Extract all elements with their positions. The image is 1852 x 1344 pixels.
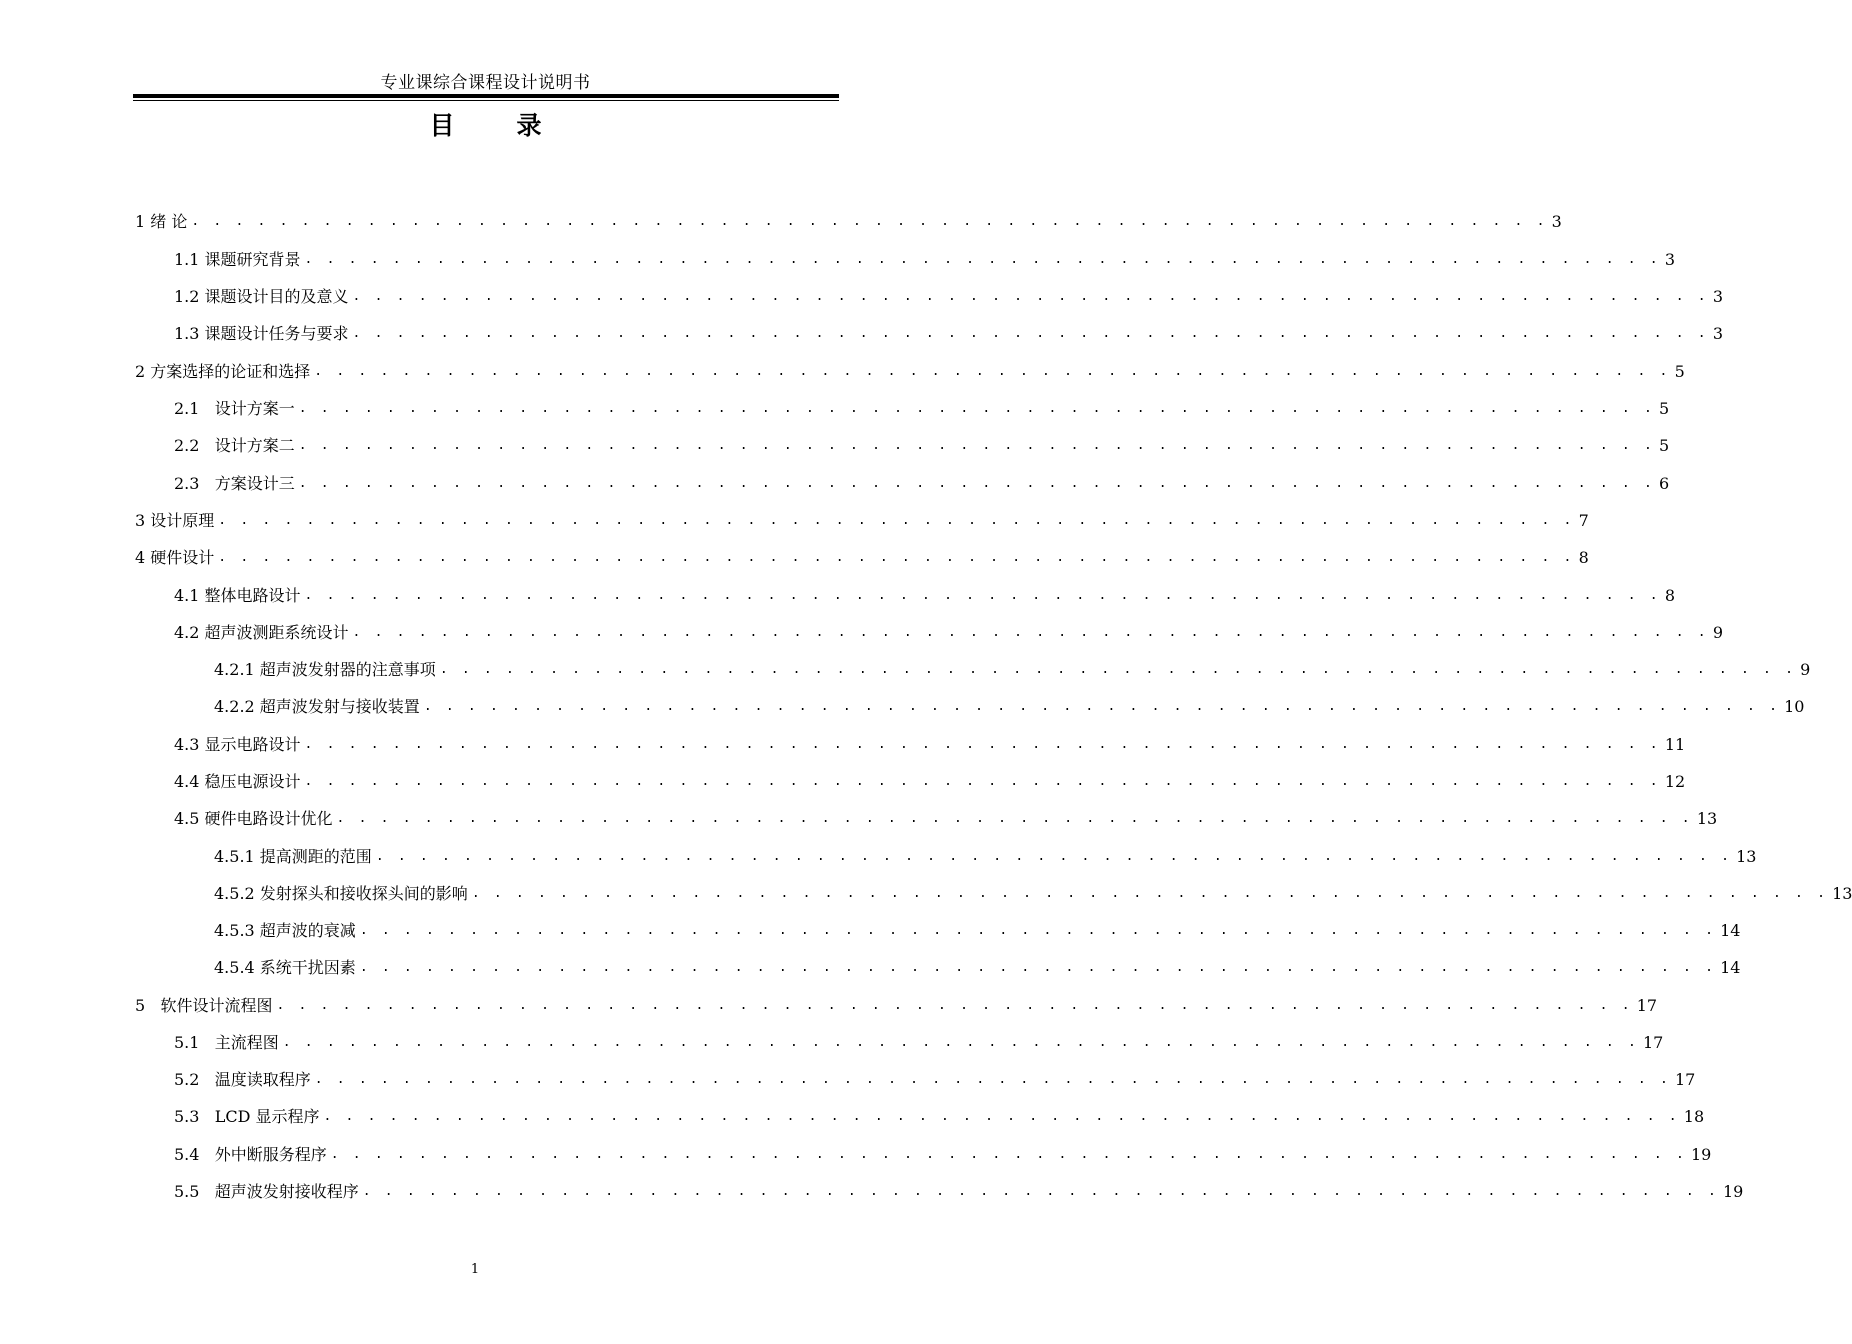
toc-entry[interactable] — [174, 585, 1676, 607]
toc-leader-dots: . . . . . . . . . . . . . . . . . . . . . . . . . . . . . . . . . . . . . . . . . . . . . . . . . . . . . . . . . . . . . . — [359, 960, 1717, 975]
header-rule-thin — [133, 100, 839, 101]
toc-entry-label: 4.5.1 提高测距的范围 — [214, 847, 372, 866]
toc-leader-dots: . . . . . . . . . . . . . . . . . . . . . . . . . . . . . . . . . . . . . . . . . . . . . . . . . . . . . . . . . . . . . . — [362, 1184, 1719, 1199]
toc-entry[interactable] — [174, 1032, 1664, 1054]
toc-entry-label: 4.2.1 超声波发射器的注意事项 — [214, 660, 436, 679]
toc-entry[interactable] — [174, 249, 1676, 271]
toc-leader-dots: . . . . . . . . . . . . . . . . . . . . . . . . . . . . . . . . . . . . . . . . . . . . . . . . . . . . . . . . . . . . . . — [191, 214, 1548, 229]
toc-entry[interactable] — [174, 473, 1670, 495]
toc-entry[interactable] — [174, 622, 1724, 644]
toc-entry-label: 5.3 LCD 显示程序 — [174, 1107, 320, 1126]
toc-leader-dots: . . . . . . . . . . . . . . . . . . . . . . . . . . . . . . . . . . . . . . . . . . . . . . . . . . . . . . . . . . . . . . — [314, 1072, 1671, 1087]
toc-leader-dots: . . . . . . . . . . . . . . . . . . . . . . . . . . . . . . . . . . . . . . . . . . . . . . . . . . . . . . . . . . . . . . — [323, 1109, 1680, 1124]
toc-entry-label: 5.2 温度读取程序 — [174, 1070, 311, 1089]
toc-leader-dots: . . . . . . . . . . . . . . . . . . . . . . . . . . . . . . . . . . . . . . . . . . . . . . . . . . . . . . . . . . . . . . — [352, 625, 1709, 640]
toc-entry-label: 5 软件设计流程图 — [135, 996, 273, 1015]
toc-leader-dots: . . . . . . . . . . . . . . . . . . . . . . . . . . . . . . . . . . . . . . . . . . . . . . . . . . . . . . . . . . . . . . — [282, 1035, 1639, 1050]
toc-entry[interactable] — [174, 1106, 1705, 1128]
toc-entry-page: 3 — [1664, 250, 1676, 269]
toc-leader-dots: . . . . . . . . . . . . . . . . . . . . . . . . . . . . . . . . . . . . . . . . . . . . . . . . . . . . . . . . . . . . . . — [352, 289, 1709, 304]
toc-entry-label: 1.1 课题研究背景 — [174, 250, 301, 269]
toc-entry-label: 4.5.3 超声波的衰减 — [214, 921, 356, 940]
toc-entry-page: 18 — [1683, 1107, 1705, 1126]
toc-entry-label: 4 硬件设计 — [135, 548, 215, 567]
toc-entry-page: 3 — [1712, 287, 1724, 306]
toc-entry-label: 2.1 设计方案一 — [174, 399, 295, 418]
toc-title — [133, 106, 838, 142]
toc-title-char-1: 目 — [429, 111, 455, 140]
toc-entry-page: 17 — [1675, 1070, 1696, 1089]
toc-title-char-2: 录 — [516, 111, 542, 140]
toc-entry[interactable] — [174, 1144, 1712, 1166]
toc-entry-label: 4.2 超声波测距系统设计 — [174, 623, 349, 642]
toc-entry-page: 5 — [1674, 362, 1685, 381]
toc-entry-page: 6 — [1659, 474, 1670, 493]
toc-entry[interactable] — [174, 435, 1670, 457]
toc-entry-page: 14 — [1720, 921, 1741, 940]
toc-entry-page: 17 — [1643, 1033, 1664, 1052]
toc-leader-dots: . . . . . . . . . . . . . . . . . . . . . . . . . . . . . . . . . . . . . . . . . . . . . . . . . . . . . . . . . . . . . . — [375, 849, 1733, 864]
toc-entry-label: 4.5.2 发射探头和接收探头间的影响 — [214, 884, 468, 903]
toc-entry-label: 5.5 超声波发射接收程序 — [174, 1182, 359, 1201]
toc-entry-label: 3 设计原理 — [135, 511, 215, 530]
toc-entry-page: 9 — [1712, 623, 1724, 642]
toc-entry-page: 8 — [1664, 586, 1676, 605]
toc-entry-label: 5.4 外中断服务程序 — [174, 1145, 327, 1164]
toc-entry[interactable] — [214, 883, 1852, 905]
toc-entry[interactable] — [214, 920, 1741, 942]
toc-leader-dots: . . . . . . . . . . . . . . . . . . . . . . . . . . . . . . . . . . . . . . . . . . . . . . . . . . . . . . . . . . . . . . — [276, 998, 1633, 1013]
toc-entry[interactable] — [174, 323, 1724, 345]
toc-entry[interactable] — [174, 1069, 1696, 1091]
toc-leader-dots: . . . . . . . . . . . . . . . . . . . . . . . . . . . . . . . . . . . . . . . . . . . . . . . . . . . . . . . . . . . . . . — [314, 364, 1671, 379]
toc-entry[interactable] — [174, 398, 1670, 420]
toc-entry[interactable] — [174, 1181, 1744, 1203]
toc-entry-page: 3 — [1712, 324, 1724, 343]
toc-entry-label: 2 方案选择的论证和选择 — [135, 362, 311, 381]
toc-entry[interactable] — [214, 957, 1741, 979]
toc-leader-dots: . . . . . . . . . . . . . . . . . . . . . . . . . . . . . . . . . . . . . . . . . . . . . . . . . . . . . . . . . . . . . . — [218, 550, 1575, 565]
toc-entry-page: 12 — [1664, 772, 1686, 791]
toc-entry[interactable] — [135, 995, 1658, 1017]
toc-entry-label: 1.3 课题设计任务与要求 — [174, 324, 349, 343]
toc-entry-label: 5.1 主流程图 — [174, 1033, 279, 1052]
page-number: 1 — [470, 1262, 480, 1277]
toc-entry-page: 17 — [1636, 996, 1658, 1015]
toc-entry-label: 2.3 方案设计三 — [174, 474, 295, 493]
toc-entry-page: 13 — [1696, 809, 1718, 828]
toc-leader-dots: . . . . . . . . . . . . . . . . . . . . . . . . . . . . . . . . . . . . . . . . . . . . . . . . . . . . . . . . . . . . . . — [298, 438, 1655, 453]
toc-leader-dots: . . . . . . . . . . . . . . . . . . . . . . . . . . . . . . . . . . . . . . . . . . . . . . . . . . . . . . . . . . . . . . — [423, 699, 1781, 714]
toc-entry[interactable] — [174, 808, 1718, 830]
toc-entry[interactable] — [135, 361, 1685, 383]
toc-entry-page: 5 — [1659, 436, 1670, 455]
toc-entry-page: 14 — [1720, 958, 1741, 977]
toc-entry-page: 13 — [1736, 847, 1757, 866]
toc-entry-page: 8 — [1578, 548, 1589, 567]
toc-leader-dots: . . . . . . . . . . . . . . . . . . . . . . . . . . . . . . . . . . . . . . . . . . . . . . . . . . . . . . . . . . . . . . — [471, 886, 1829, 901]
toc-entry-label: 1.2 课题设计目的及意义 — [174, 287, 349, 306]
running-header: 专业课综合课程设计说明书 — [380, 73, 591, 93]
toc-entry-page: 3 — [1551, 212, 1562, 231]
toc-entry-page: 11 — [1664, 735, 1686, 754]
toc-entry-page: 13 — [1832, 884, 1852, 903]
toc-entry[interactable] — [174, 286, 1724, 308]
toc-entry[interactable] — [214, 846, 1757, 868]
toc-leader-dots: . . . . . . . . . . . . . . . . . . . . . . . . . . . . . . . . . . . . . . . . . . . . . . . . . . . . . . . . . . . . . . — [304, 588, 1661, 603]
toc-leader-dots: . . . . . . . . . . . . . . . . . . . . . . . . . . . . . . . . . . . . . . . . . . . . . . . . . . . . . . . . . . . . . . — [218, 513, 1575, 528]
toc-entry-label: 4.5.4 系统干扰因素 — [214, 958, 356, 977]
toc-entry-page: 5 — [1659, 399, 1670, 418]
toc-entry-page: 7 — [1578, 511, 1589, 530]
toc-entry-page: 9 — [1800, 660, 1811, 679]
toc-leader-dots: . . . . . . . . . . . . . . . . . . . . . . . . . . . . . . . . . . . . . . . . . . . . . . . . . . . . . . . . . . . . . . — [352, 326, 1709, 341]
toc-leader-dots: . . . . . . . . . . . . . . . . . . . . . . . . . . . . . . . . . . . . . . . . . . . . . . . . . . . . . . . . . . . . . . — [298, 476, 1655, 491]
toc-entry[interactable] — [174, 734, 1686, 756]
toc-entry[interactable] — [214, 659, 1811, 681]
toc-leader-dots: . . . . . . . . . . . . . . . . . . . . . . . . . . . . . . . . . . . . . . . . . . . . . . . . . . . . . . . . . . . . . . — [336, 811, 1693, 826]
header-rule-thick — [133, 94, 839, 98]
toc-entry-label: 4.2.2 超声波发射与接收装置 — [214, 697, 420, 716]
toc-entry-page: 10 — [1784, 697, 1805, 716]
toc-entry[interactable] — [135, 547, 1589, 569]
toc-leader-dots: . . . . . . . . . . . . . . . . . . . . . . . . . . . . . . . . . . . . . . . . . . . . . . . . . . . . . . . . . . . . . . — [330, 1147, 1687, 1162]
toc-entry[interactable] — [214, 696, 1805, 718]
toc-entry-label: 1 绪 论 — [135, 212, 188, 231]
toc-entry-label: 4.4 稳压电源设计 — [174, 772, 301, 791]
toc-leader-dots: . . . . . . . . . . . . . . . . . . . . . . . . . . . . . . . . . . . . . . . . . . . . . . . . . . . . . . . . . . . . . . — [304, 252, 1661, 267]
toc-entry-label: 4.1 整体电路设计 — [174, 586, 301, 605]
toc-entry-label: 4.3 显示电路设计 — [174, 735, 301, 754]
toc-entry-label: 2.2 设计方案二 — [174, 436, 295, 455]
toc-entry-page: 19 — [1723, 1182, 1744, 1201]
toc-entry-page: 19 — [1691, 1145, 1712, 1164]
toc-leader-dots: . . . . . . . . . . . . . . . . . . . . . . . . . . . . . . . . . . . . . . . . . . . . . . . . . . . . . . . . . . . . . . — [304, 774, 1661, 789]
toc-entry[interactable] — [174, 771, 1686, 793]
toc-entry[interactable] — [135, 510, 1589, 532]
toc-leader-dots: . . . . . . . . . . . . . . . . . . . . . . . . . . . . . . . . . . . . . . . . . . . . . . . . . . . . . . . . . . . . . . — [359, 923, 1717, 938]
toc-leader-dots: . . . . . . . . . . . . . . . . . . . . . . . . . . . . . . . . . . . . . . . . . . . . . . . . . . . . . . . . . . . . . . — [304, 737, 1661, 752]
toc-leader-dots: . . . . . . . . . . . . . . . . . . . . . . . . . . . . . . . . . . . . . . . . . . . . . . . . . . . . . . . . . . . . . . — [439, 662, 1797, 677]
toc-leader-dots: . . . . . . . . . . . . . . . . . . . . . . . . . . . . . . . . . . . . . . . . . . . . . . . . . . . . . . . . . . . . . . — [298, 401, 1655, 416]
toc-entry-label: 4.5 硬件电路设计优化 — [174, 809, 333, 828]
toc-entry[interactable] — [135, 211, 1562, 233]
